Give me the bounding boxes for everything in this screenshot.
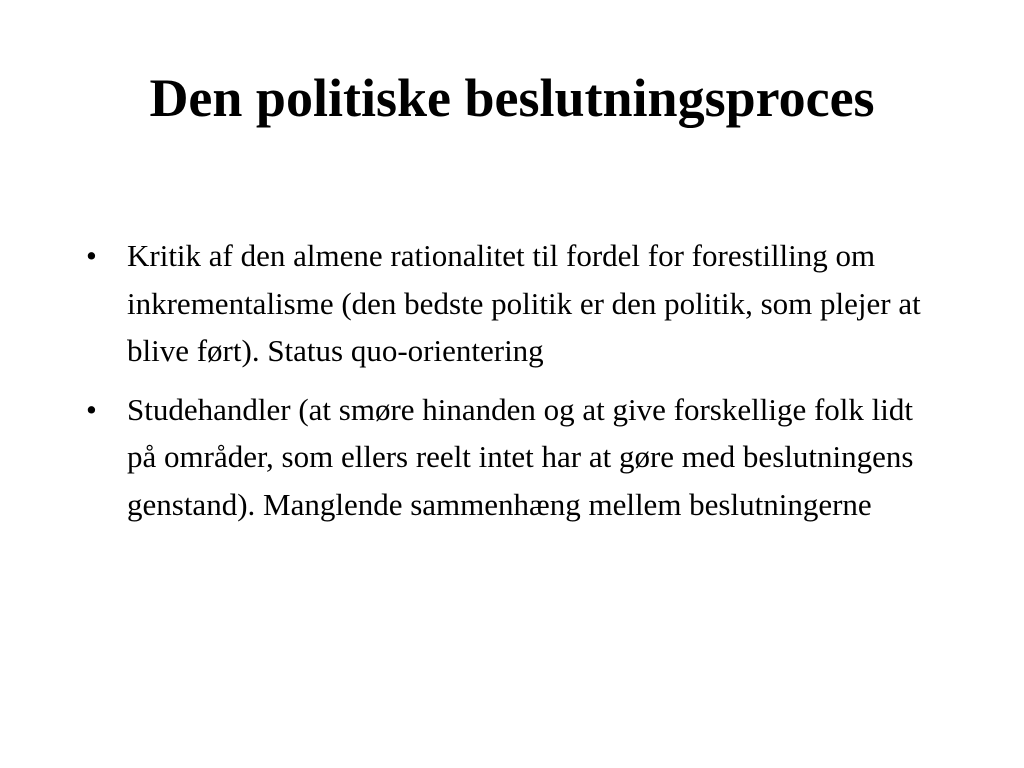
bullet-icon: • [86, 238, 97, 273]
bullet-list [86, 232, 946, 539]
bullet-item [86, 386, 946, 529]
bullet-item [86, 232, 946, 375]
bullet-text: Kritik af den almene rationalitet til fordel for forestilling om inkrementalisme (den bedste politik er den politik, som plejer at blive ført). Status quo-orientering [127, 238, 921, 368]
bullet-icon: • [86, 391, 97, 427]
bullet-text: Studehandler (at smøre hinanden og at give forskellige folk lidt på områder, som ellers reelt intet har at gøre med beslutningens genstand). Manglende sammenhæng mellem beslutningerne [127, 391, 914, 522]
slide-title: Den politiske beslutningsproces [149, 68, 875, 128]
